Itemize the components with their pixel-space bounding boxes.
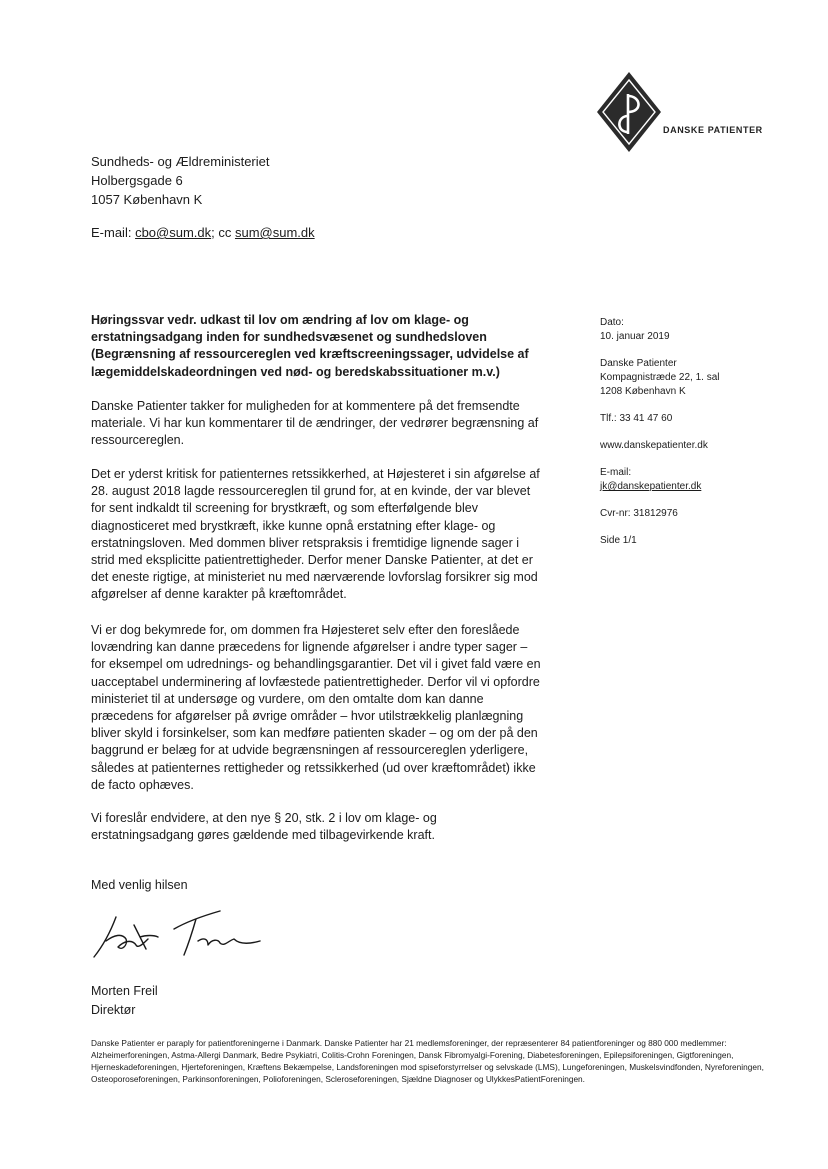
dp-diamond-icon xyxy=(597,72,661,152)
recipient-address xyxy=(91,152,269,209)
signer-title: Direktør xyxy=(91,1003,136,1017)
date-value: 10. januar 2019 xyxy=(600,331,670,342)
sender-info-sidebar xyxy=(600,316,800,561)
recipient-email-line xyxy=(91,225,315,240)
sender-city: 1208 København K xyxy=(600,386,686,397)
sender-website[interactable]: www.danskepatienter.dk xyxy=(600,440,708,451)
email-link-sum[interactable]: sum@sum.dk xyxy=(234,225,315,240)
email-link-cbo[interactable]: cbo@sum.dk xyxy=(135,225,212,240)
signer-block xyxy=(91,982,158,1020)
danske-patienter-logo xyxy=(597,72,763,152)
sender-street: Kompagnistræde 22, 1. sal xyxy=(600,372,720,383)
body-paragraph-3: Vi er dog bekymrede for, om dommen fra Højesteret selv efter den foreslåede lovændring kan danne præcedens for lignende afgørelser i andre typer sager – for eksempel om udrednings- og behandlingsgarantier. Det vil i givet fald være en uacceptabel underminering af lovfæstede patientrettigheder. Derfor vil vi opfordre ministeriet til at undersøge og vurdere, om den omtalte dom kan danne præcedens for afgørelser på øvrige områder – hvor utilstrækkelig planlægning bliver skyld i forsinkelser, som kan medføre patienten skader – og om der på den baggrund er belæg for at udvide begrænsningen af ressourcereglen yderligere, således at patienternes rettigheder og retssikkerhed (ud over kræftområdet) ikke de facto ophæves. xyxy=(91,623,541,792)
sender-email-label: E-mail: xyxy=(600,467,632,478)
sender-cvr: Cvr-nr: 31812976 xyxy=(600,508,678,519)
body-paragraph-2: Det er yderst kritisk for patienternes retssikkerhed, at Højesteret i sin afgørelse af 28. august 2018 lagde ressourcereglen til grund for, at en kvinde, der var blevet for sent indkaldt til screening for brystkræft, og som efterfølgende blev diagnosticeret med brystkræft, ikke kunne opnå erstatning efter klage- og erstatningsloven. Med dommen bliver retspraksis i fremtidige lignende sager i strid med eksplicitte patientrettigheder. Derfor mener Danske Patienter, at det er det eneste rigtige, at ministeriet nu med nærværende lovforslag forsikrer sig mod afgørelser af denne karakter på kræftområdet. xyxy=(91,467,540,602)
footer-member-organizations: Danske Patienter er paraply for patientforeningerne i Danmark. Danske Patienter har 21 medlemsforeninger, der repræsenterer 84 patientforeninger og 880 000 medlemmer: Alzheimerforeningen, Astma-Allergi Danmark, Bedre Psykiatri, Colitis-Crohn Foreningen, Dansk Fibromyalgi-Forening, Diabetesforeningen, Epilepsiforeningen, Gigtforeningen, Hjerneskadeforeningen, Hjerteforeningen, Kræftens Bekæmpelse, Landsforeningen mod spiseforstyrrelser og selvskade (LMS), Lungeforeningen, Muskelsvindfonden, Nyreforeningen, Osteoporoseforeningen, Parkinsonforeningen, Polioforeningen, Scleroseforeningen, Sjældne Diagnoser og UlykkesPatientForeningen. xyxy=(91,1038,764,1084)
date-label: Dato: xyxy=(600,317,624,328)
recipient-street: Holbergsgade 6 xyxy=(91,173,183,188)
letter-subject: Høringssvar vedr. udkast til lov om ændring af lov om klage- og erstatningsadgang inden for sundhedsvæsenet og sundhedsloven (Begrænsning af ressourcereglen ved kræftscreeningssager, udvidelse af lægemiddelskadeordningen ved nød- og beredskabssituationer m.v.) xyxy=(91,313,529,379)
signer-name: Morten Freil xyxy=(91,984,158,998)
handwritten-signature xyxy=(88,905,278,970)
closing-greeting: Med venlig hilsen xyxy=(91,878,188,892)
page-number: Side 1/1 xyxy=(600,535,637,546)
recipient-name: Sundheds- og Ældreministeriet xyxy=(91,154,270,169)
body-paragraph-4: Vi foreslår endvidere, at den nye § 20, stk. 2 i lov om klage- og erstatningsadgang gøres gældende med tilbagevirkende kraft. xyxy=(91,811,437,843)
recipient-city: 1057 København K xyxy=(91,192,203,207)
sender-org: Danske Patienter xyxy=(600,358,677,369)
logo-org-name: DANSKE PATIENTER xyxy=(663,125,763,135)
sender-email-link[interactable]: jk@danskepatienter.dk xyxy=(600,481,702,492)
email-label: E-mail: xyxy=(91,225,136,240)
body-paragraph-1: Danske Patienter takker for muligheden for at kommentere på det fremsendte materiale. Vi har kun kommentarer til de ændringer, der vedrører begrænsning af ressourcereglen. xyxy=(91,399,539,448)
sender-phone: Tlf.: 33 41 47 60 xyxy=(600,413,673,424)
email-separator: ; cc xyxy=(211,225,235,240)
